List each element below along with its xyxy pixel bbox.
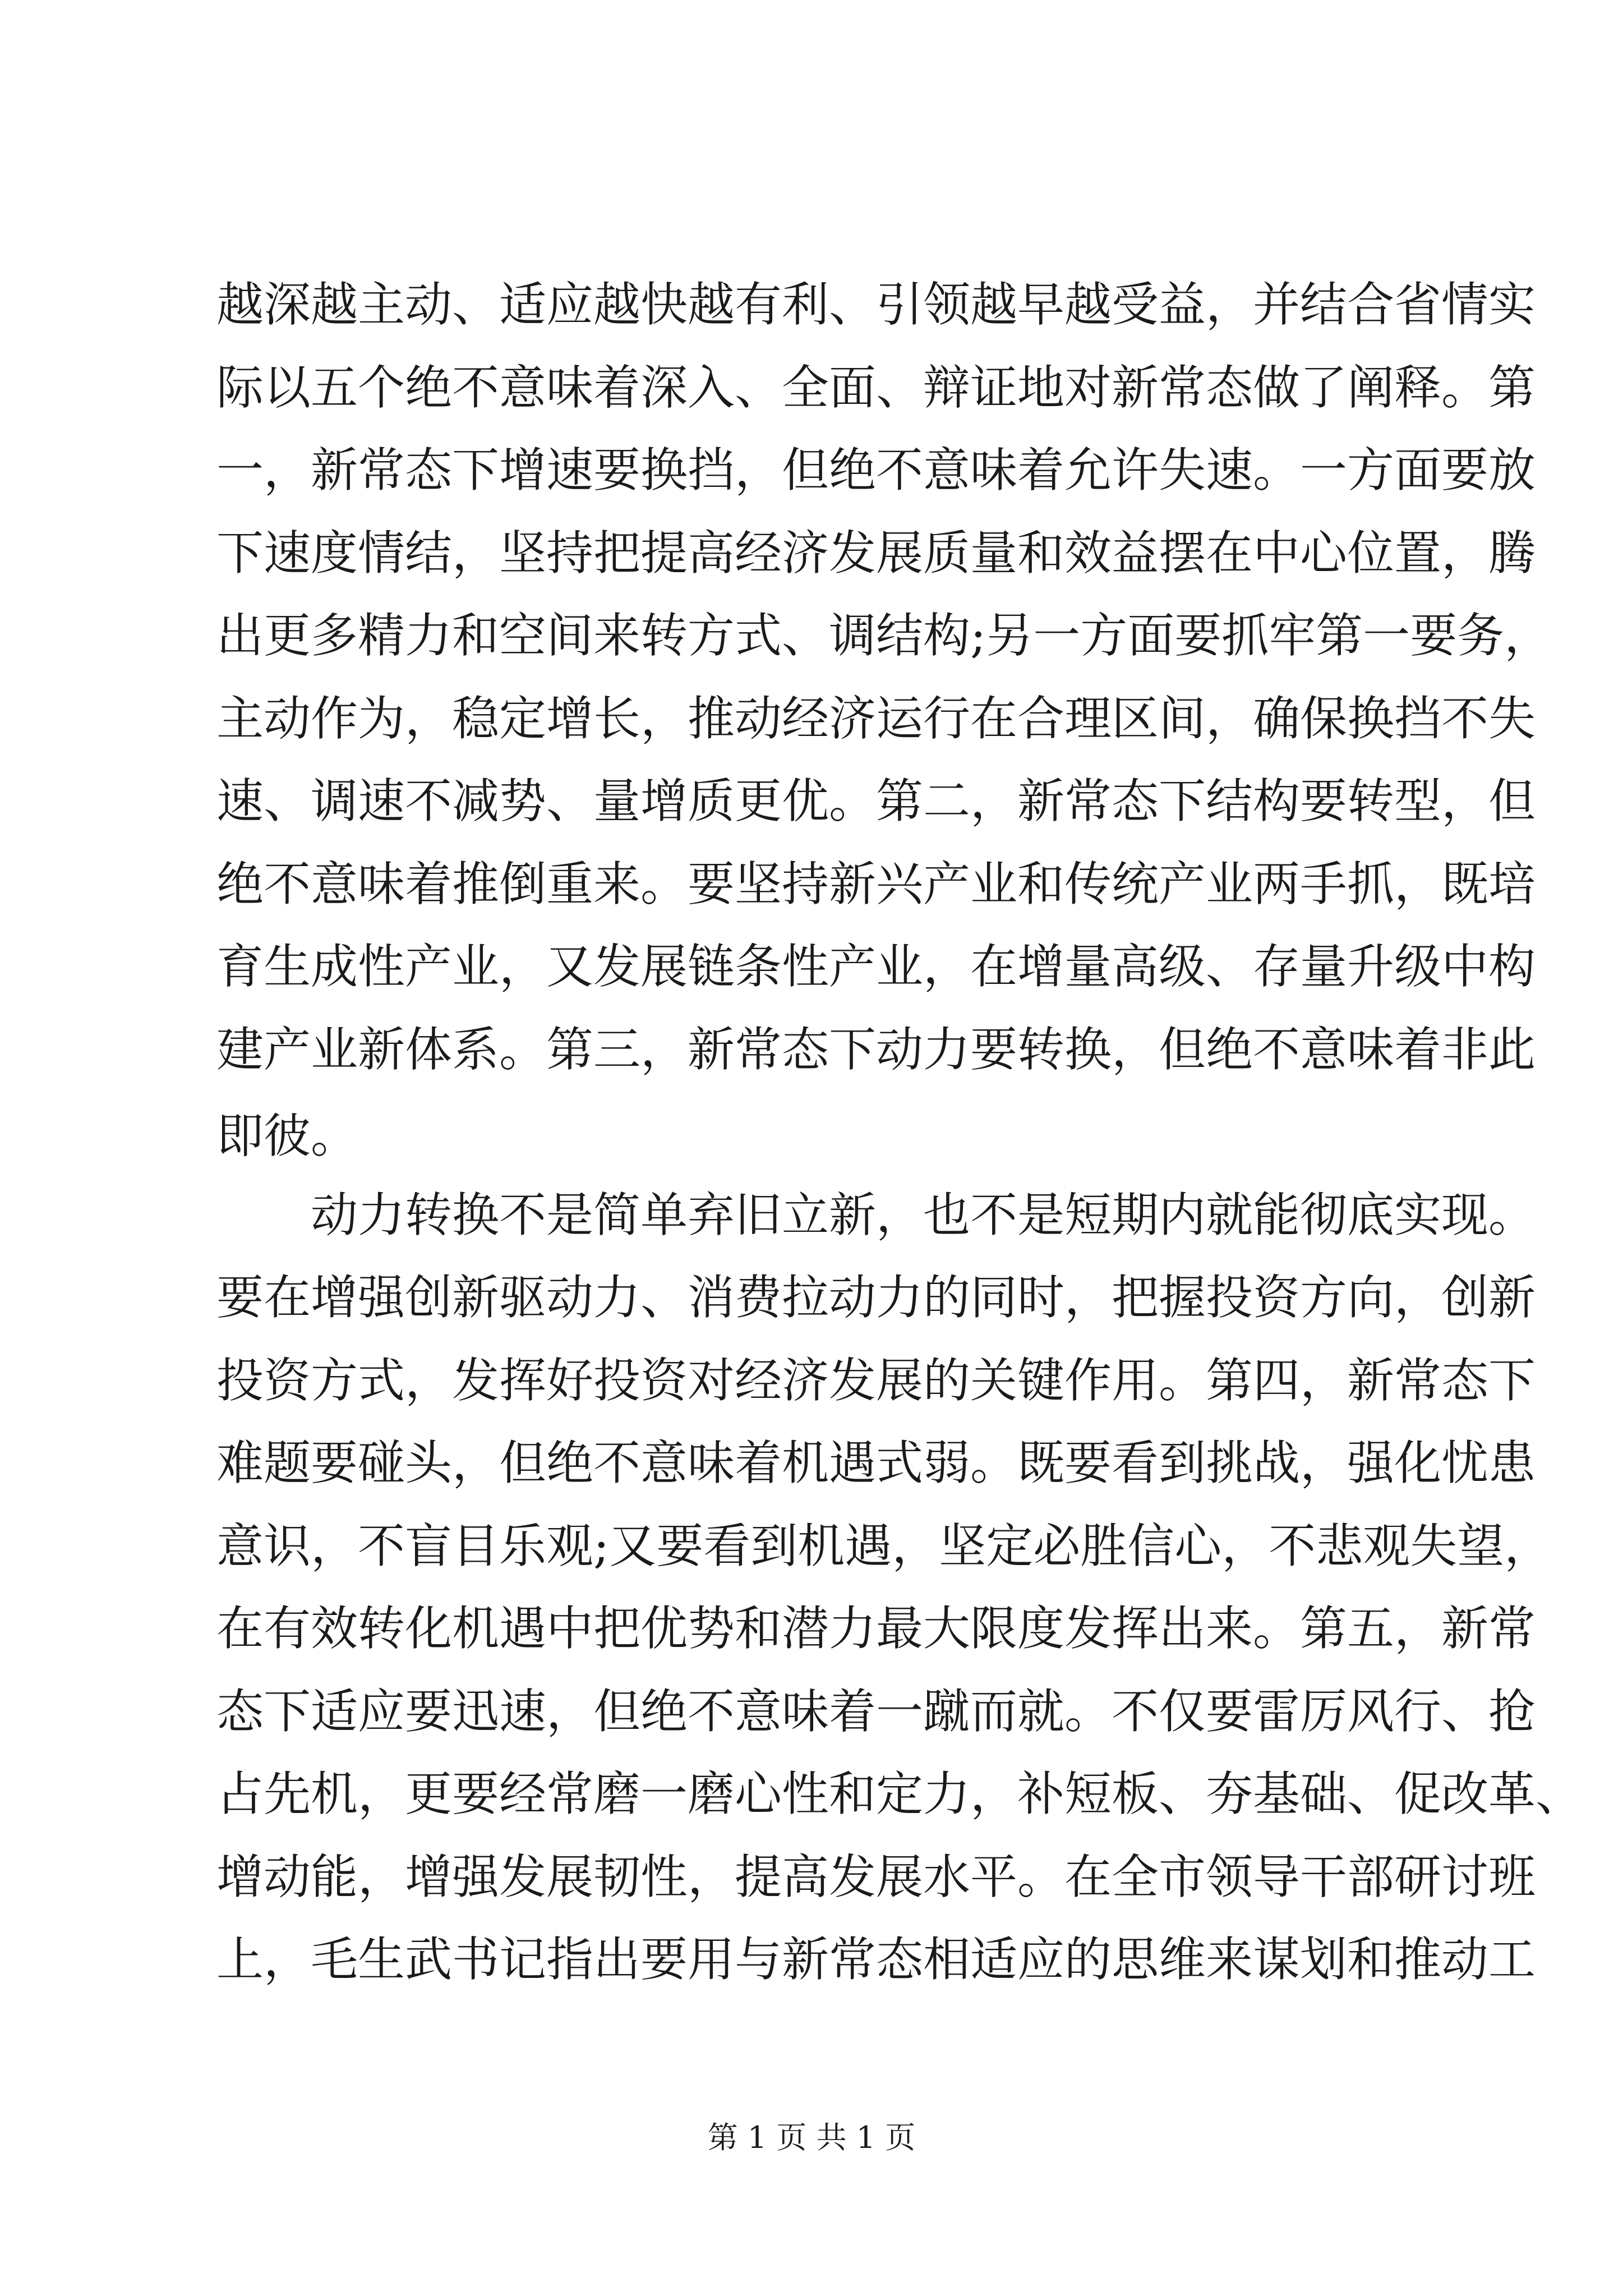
text-line-6: 主动作为，稳定增长，推动经济运行在合理区间，确保换挡不失 [216, 691, 1536, 746]
text-line-14: 投资方式，发挥好投资对经济发展的关键作用。第四，新常态下 [216, 1352, 1536, 1408]
text-line-7: 速、调速不减势、量增质更优。第二，新常态下结构要转型，但 [216, 774, 1536, 829]
text-line-13: 要在增强创新驱动力、消费拉动力的同时，把握投资方向，创新 [216, 1270, 1536, 1325]
text-line-3: 一，新常态下增速要换挡，但绝不意味着允许失速。一方面要放 [216, 443, 1536, 498]
text-line-8: 绝不意味着推倒重来。要坚持新兴产业和传统产业两手抓，既培 [216, 856, 1536, 912]
text-line-21: 上，毛生武书记指出要用与新常态相适应的思维来谋划和推动工 [216, 1932, 1536, 1987]
text-line-16: 意识，不盲目乐观;又要看到机遇，坚定必胜信心，不悲观失望， [216, 1518, 1552, 1573]
text-line-18: 态下适应要迅速，但绝不意味着一蹴而就。不仅要雷厉风行、抢 [216, 1683, 1536, 1739]
text-line-11: 即彼。 [216, 1108, 358, 1164]
text-line-17: 在有效转化机遇中把优势和潜力最大限度发挥出来。第五，新常 [216, 1601, 1536, 1656]
text-line-15: 难题要碰头，但绝不意味着机遇式弱。既要看到挑战，强化忧患 [216, 1435, 1536, 1490]
text-line-9: 育生成性产业，又发展链条性产业，在增量高级、存量升级中构 [216, 939, 1536, 994]
text-line-19: 占先机，更要经常磨一磨心性和定力，补短板、夯基础、促改革、 [216, 1766, 1583, 1821]
text-line-12: 动力转换不是简单弃旧立新，也不是短期内就能彻底实现。 [311, 1187, 1536, 1243]
page-number-footer: 第 1 页 共 1 页 [707, 2120, 916, 2155]
text-line-4: 下速度情结，坚持把提高经济发展质量和效益摆在中心位置，腾 [216, 525, 1536, 581]
text-line-1: 越深越主动、适应越快越有利、引领越早越受益，并结合省情实 [216, 277, 1536, 332]
document-body [216, 264, 1583, 2001]
text-line-20: 增动能，增强发展韧性，提高发展水平。在全市领导干部研讨班 [216, 1849, 1536, 1904]
text-line-2: 际以五个绝不意味着深入、全面、辩证地对新常态做了阐释。第 [216, 360, 1536, 415]
text-line-5: 出更多精力和空间来转方式、调结构;另一方面要抓牢第一要务， [216, 608, 1552, 663]
text-line-10: 建产业新体系。第三，新常态下动力要转换，但绝不意味着非此 [216, 1022, 1536, 1077]
